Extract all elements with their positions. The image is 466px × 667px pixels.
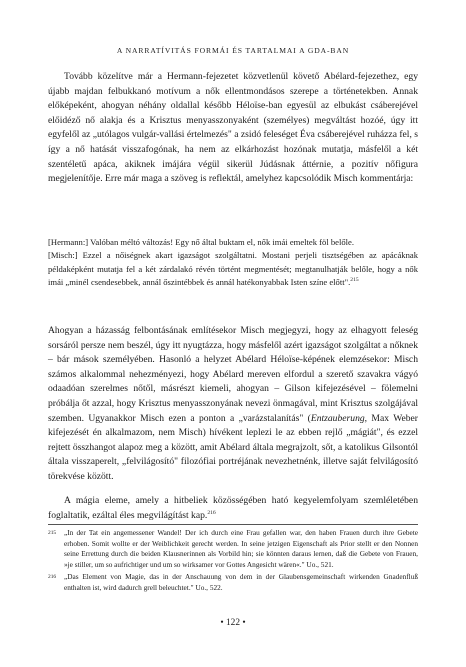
- footnote-number: 216: [48, 573, 57, 580]
- quote-line-hermann: [Hermann:] Valóban méltó változás! Egy nő által buktam el, nők imái emeltek föl belőle.: [48, 237, 355, 247]
- body-text-bottom: [48, 494, 418, 523]
- running-head: A NARRATÍVITÁS FORMÁI ÉS TARTALMAI A GDA-BAN: [116, 46, 350, 55]
- quote-line-misch: [48, 249, 418, 289]
- footnote-ref-215[interactable]: 215: [350, 277, 359, 284]
- footnote-216: [48, 572, 418, 593]
- footnote-divider: [48, 524, 418, 525]
- italic-term-entzauberung: Entzauberung: [310, 412, 365, 424]
- footnote-215: [48, 528, 418, 571]
- paragraph-2: [48, 324, 418, 485]
- paragraph-2-rest: , Max Weber kifejezését én alkalmazom, nem Misch) hívékent leplezi le az ebben rejlő „mágiát", és ezzel rejtett összhangot alapoz meg a között, amit Abélard általa megrajzolt, sőt, a katolikus Gilsontól általa visszaperelt, „felvilágosító" filozófiai portréjának nevezhetnénk, illetve saját felvilágosító törekvése között.: [48, 412, 418, 482]
- page-number: • 122 •: [220, 618, 246, 628]
- body-text-middle: [48, 324, 418, 485]
- footnote-number: 215: [48, 530, 57, 536]
- paragraph-2-text: Ahogyan a házasság felbontásának említésekor Misch megjegyzi, hogy az elhagyott feleség sorsáról persze nem beszél, úgy itt nyugtázza, hogy másfelől azért igazságot szolgáltat a nőknek – bár mások személyében. Hasonló a helyzet Abélard Héloïse-képének elemzésekor: Misch számos alkalommal nehezményezi, hogy Abélard mereven elfordul a szerető szavakra vágyó odaadóan szerelmes nőtől, másrészt kiemeli, ahogyan – Gilson kifejezésével – fölemelni próbálja őt azzal, hogy Krisztus menyasszonyának nevezi önmagával, mint Krisztus szolgájával szemben. Ugyanakkor Misch ezen a ponton a „varázstalanítás": [48, 325, 418, 424]
- footnote-text: „Das Element von Magie, das in der Anschauung von dem in der Glaubensgemeinschaft wirkenden Gnadenfluß enthalten ist, wird dadurch grell beleuchtet." Uo., 522.: [64, 571, 418, 592]
- quote-block: [48, 236, 418, 290]
- paragraph-1: [48, 70, 418, 187]
- quote-line-misch-text: [Misch:] Ezzel a nőiségnek akart igazságot szolgáltatni. Mostani perjeli tisztségében az apácáknak példaképként mutatja fel a két zárdalakó révén történt megmentését; megtanulhatják belőle, hogy a nők imái „minél csendesebbek, annál őszintébbek és annál hatékonyabbak Isten színe előtt".: [48, 250, 418, 288]
- footnote-text: „In der Tat ein angemessener Wandel! Der ich durch eine Frau gefallen war, den haben Frauen durch ihre Gebete erhoben. Somit wollte er der Weiblichkeit gerecht werden. In seine jetzigen Eigenschaft als Prior stellt er den Nonnen seine Errettung durch die beiden Klausnerinnen als Vorbild hin; sie könnten daraus lernen, daß die Gebete von Frauen, »je stiller, um so aufrichtiger und um so wirksamer vor Gottes Angesicht wären«." Uo., 521.: [64, 528, 418, 570]
- body-text-top: [48, 70, 418, 187]
- book-page: [48, 0, 418, 667]
- footnote-ref-216[interactable]: 216: [207, 509, 216, 516]
- paragraph-1-text: Tovább közelítve már a Hermann-fejezetet közvetlenül követő Abélard-fejezethez, egy újabb majdan felbukkanó motívum a nők ellentmondásos szerepe a történetekben. Annak előképeként, ahogyan néhány oldallal később Héloïse-ban egyesül az elbukást csáberejével előidéző nő alakja és a Krisztus menyasszonyaként (személyes) megváltást hozóé, úgy itt egyfelől az „utólagos vulgár-vallási értelmezés" a zsidó feleséget Éva csáberejével ruházza fel, s így a nő hatását visszafogónak, ha nem az elkárhozást hozónak mutatja, másfelől a két szentéletű apáca, akiknek imájára végül sikerül Júdásnak áttérnie, a pozitív nőfigura megjelenítője. Erre már maga a szöveg is reflektál, amelyhez kapcsolódik Misch kommentárja:: [48, 71, 418, 185]
- paren-open: (: [307, 412, 311, 424]
- paragraph-3-text: A mágia eleme, amely a hitbeliek közösségében ható kegyelemfolyam szemléletében foglaltatik, ezáltal éles megvilágítást kap.: [48, 495, 418, 521]
- paragraph-3: [48, 494, 418, 523]
- footnotes: [48, 528, 418, 594]
